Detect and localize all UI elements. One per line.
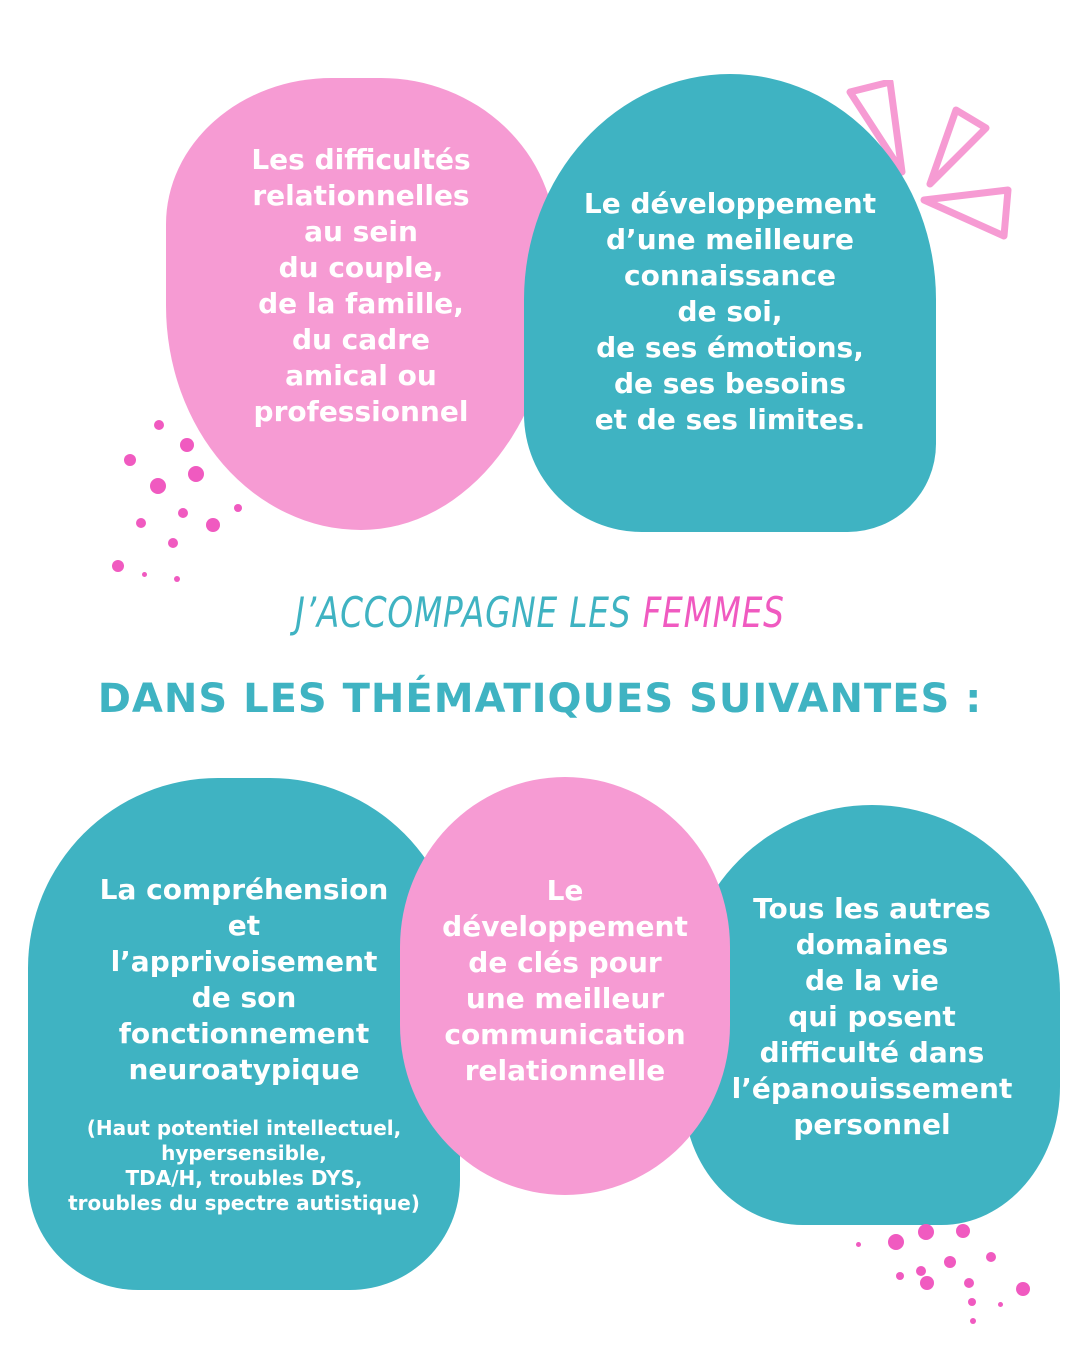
theme-text: Le développement de clés pour une meilleur communication relationnelle (442, 874, 688, 1087)
dot (986, 1252, 996, 1262)
dot (956, 1224, 970, 1238)
theme-communication (400, 777, 730, 1195)
dot (178, 508, 188, 518)
dot (154, 420, 164, 430)
dot (944, 1256, 956, 1268)
dot (916, 1266, 926, 1276)
heading-accent-word: FEMMES (642, 588, 785, 637)
heading-line-1: J’ACCOMPAGNE LES FEMMES (295, 588, 785, 637)
dot (124, 454, 136, 466)
heading-line-2: DANS LES THÉMATIQUES SUIVANTES : (97, 676, 983, 722)
dot (112, 560, 124, 572)
theme-text: Tous les autres domaines de la vie qui posent difficulté dans l’épanouissement personnel (731, 892, 1013, 1141)
dot (150, 478, 166, 494)
dot (856, 1242, 861, 1247)
dot (206, 518, 220, 532)
dot (188, 466, 204, 482)
dot (896, 1272, 904, 1280)
theme-note: (Haut potentiel intellectuel, hypersensible, TDA/H, troubles DYS, troubles du spectre autistique) (68, 1116, 420, 1215)
dot (136, 518, 146, 528)
dot (174, 576, 180, 582)
dot (888, 1234, 904, 1250)
dot (968, 1298, 976, 1306)
dot (964, 1278, 974, 1288)
theme-other-life-domains (684, 805, 1060, 1225)
dot (180, 438, 194, 452)
theme-neuroatypical (28, 778, 460, 1290)
theme-text: Les difficultés relationnelles au sein du couple, de la famille, du cadre amical ou professionnel (251, 143, 471, 428)
dot (918, 1224, 934, 1240)
theme-text: Le développement d’une meilleure connaissance de soi, de ses émotions, de ses besoins et de ses limites. (583, 187, 877, 436)
theme-text: La compréhension et l’apprivoisement de son fonctionnement neuroatypique (99, 873, 389, 1086)
dot (970, 1318, 976, 1324)
theme-self-knowledge (524, 74, 936, 532)
theme-relationship-difficulties (166, 78, 556, 530)
dot (234, 504, 242, 512)
dot (168, 538, 178, 548)
dot (1016, 1282, 1030, 1296)
dot (998, 1302, 1003, 1307)
dot (142, 572, 147, 577)
dot (920, 1276, 934, 1290)
